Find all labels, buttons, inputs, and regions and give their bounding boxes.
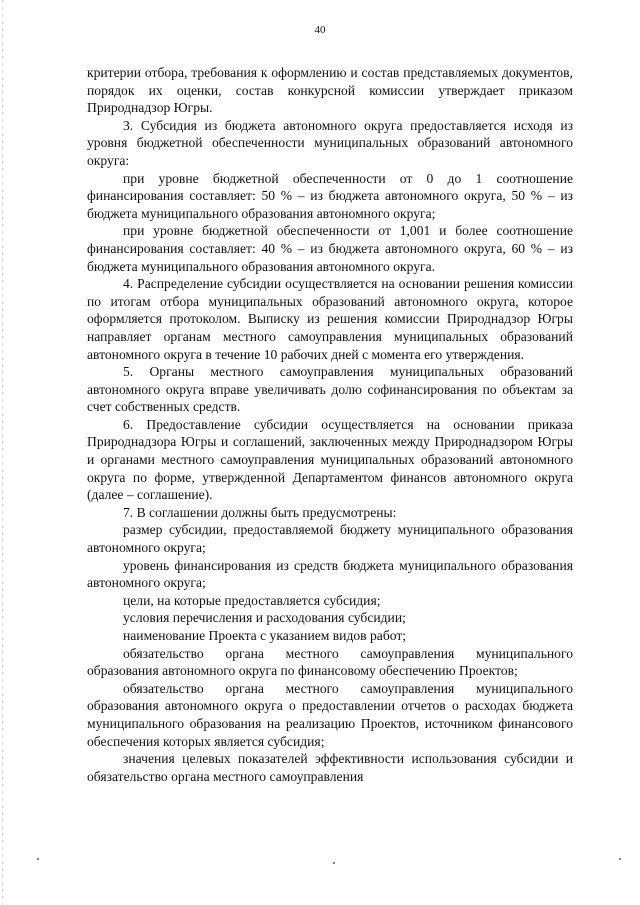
page-number: 40	[314, 24, 326, 36]
paragraph: при уровне бюджетной обеспеченности от 0 до 1 соотношение финансирования составляет: 50 % – из бюджета автономного округа, 50 % – из бюджета муниципального образования автономного округа;	[87, 170, 573, 221]
paragraph-item-5: 5. Органы местного самоуправления муниципальных образований автономного округа вправе увеличивать долю софинансирования по объектам за счет собственных средств.	[87, 364, 573, 415]
paragraph-item-6: 6. Предоставление субсидии осуществляется на основании приказа Природнадзора Югры и соглашений, заключенных между Природнадзором Югры и органами местного самоуправления муниципальных образований автономного округа по форме, утвержденной Департаментом финансов автономного округа (далее – соглашение).	[87, 416, 573, 503]
list-item: наименование Проекта с указанием видов работ;	[123, 628, 407, 643]
scan-edge-artifact	[2, 0, 3, 905]
scan-speck	[619, 858, 621, 860]
document-body	[87, 64, 573, 785]
list-item: условия перечисления и расходования субсидии;	[123, 610, 406, 626]
paragraph-item-4: 4. Распределение субсидии осуществляется на основании решения комиссии по итогам отбора муниципальных образований автономного округа, которое оформляется протоколом. Выписку из решения комиссии Природнадзор Югры направляет органам местного самоуправления муниципальных образований автономного округа в течение 10 рабочих дней с момента его утверждения.	[87, 276, 573, 362]
list-item: обязательство органа местного самоуправления муниципального образования автономного округа о предоставлении отчетов о расходах бюджета муниципального образования на реализацию Проектов, источником финансового обеспечения которых является субсидия;	[87, 680, 573, 749]
list-item: значения целевых показателей эффективности использования субсидии и обязательство органа местного самоуправления	[87, 751, 573, 784]
list-item: обязательство органа местного самоуправления муниципального образования автономного округа по финансовому обеспечению Проектов;	[87, 645, 573, 679]
list-item: уровень финансирования из средств бюджета муниципального образования автономного округа;	[87, 557, 573, 591]
scan-speck	[37, 858, 39, 860]
paragraph-item-7: 7. В соглашении должны быть предусмотрены:	[123, 504, 397, 520]
paragraph: при уровне бюджетной обеспеченности от 1,001 и более соотношение финансирования составляет: 40 % – из бюджета автономного округа, 60 % – из бюджета муниципального образования автономного округа.	[87, 223, 573, 274]
paragraph: критерии отбора, требования к оформлению и состав представляемых документов, порядок их оценки, состав конкурсной комиссии утверждает приказом Природнадзор Югры.	[87, 65, 573, 116]
list-item: цели, на которые предоставляется субсидия;	[123, 592, 381, 608]
paragraph-item-3: 3. Субсидия из бюджета автономного округа предоставляется исходя из уровня бюджетной обеспеченности муниципальных образований автономного округа:	[87, 117, 573, 168]
list-item: размер субсидии, предоставляемой бюджету муниципального образования автономного округа;	[87, 522, 573, 556]
scan-speck	[333, 862, 335, 864]
